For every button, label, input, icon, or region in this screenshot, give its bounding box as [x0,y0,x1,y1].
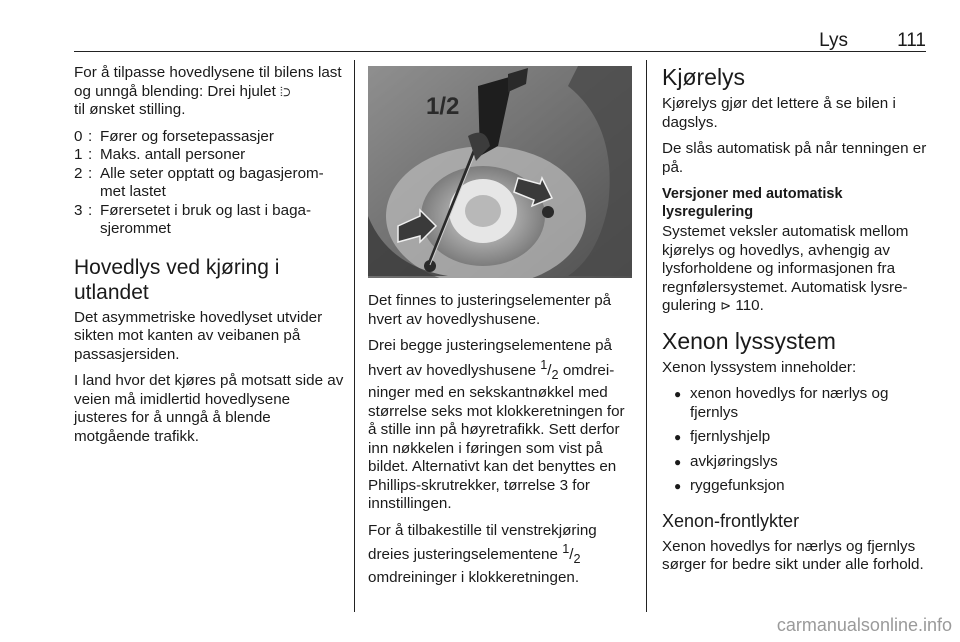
list-number: 0 [74,127,83,145]
figure-label: 1/2 [426,93,460,120]
bullet-icon: ● [674,454,682,469]
bullet-icon: ● [674,387,682,401]
paragraph [662,223,932,316]
column-1 [74,64,346,454]
list-item [662,453,932,472]
paragraph-text: Drei begge justeringselementene på hvert av hovedlyshusene [368,337,613,379]
list-number: 1 [74,146,83,163]
bullet-icon: ● [674,430,682,444]
list-item: 0 : Fører og forsetepassasjer [74,128,346,147]
subheading-auto-light: Versjoner med automatisk lysregulering [662,186,843,220]
headlight-adjustment-photo [368,66,632,278]
paragraph-text: omdreininger i klokkeretningen. [368,568,580,586]
column-3 [662,64,932,583]
intro-paragraph [74,64,346,120]
list-text: Førersetet i bruk og last i baga-sjerommet [100,201,312,237]
page-reference[interactable]: 110. [735,297,764,314]
list-text: ryggefunksjon [690,477,785,494]
heading-xenon-headlamps: Xenon-frontlykter [662,510,800,531]
list-number: 3 [74,201,83,219]
list-text: Alle seter opptatt og bagasjerom-met lastet [100,164,324,200]
range-list [74,128,346,239]
paragraph-text: For å tilbakestille til venstrekjøring dreies justeringselementene [368,521,597,564]
list-item [662,385,932,422]
section-title: Lys [819,30,848,51]
paragraph: Drei begge justeringselementene på hvert av hovedlyshusene $^1/_2$ omdrei-ninger med en sekskantnøkkel med størrelse seks mot klokkeretningen for å stille inn på høyretrafikk. Sett derfor inn nøkkelen i føringen som vist på bildet. Alternativt kan det benyttes en Phillips-skrutrekker, tørrelse 3 for innstillingen. [368,337,625,513]
page-reference-arrow-icon: ⊳ [720,298,732,313]
list-item [662,428,932,447]
xenon-feature-list [662,385,932,496]
list-text: avkjøringslys [690,452,778,470]
list-text: fjernlyshjelp [690,428,771,445]
paragraph-text: Systemet veksler automatisk mellom kjørelys og hovedlys, avhengig av lysforholdene og informasjonen fra regnfølersystemet. Automatisk lysre-gulering [662,223,909,314]
list-text: xenon hovedlys for nærlys og fjernlys [690,385,889,421]
header-rule [74,51,926,52]
fraction-denominator: 2 [573,552,581,567]
list-item: 2 : Alle seter opptatt og bagasjerom-met lastet [74,165,346,202]
page-header [74,30,926,52]
column-divider-1 [354,60,355,612]
list-item: 1 : Maks. antall personer [74,146,346,165]
heading-daytime-lights: Kjørelys [662,64,746,90]
paragraph: Xenon lyssystem inneholder: [662,358,857,376]
column-2 [368,292,632,595]
paragraph-text: omdrei-ninger med en sekskantnøkkel med størrelse seks mot klokkeretningen for å stille inn på høyretrafikk. Sett derfor inn nøkkelen i føringen som vist på bildet. Alternativt kan det benyttes en Phillips-skrutrekker, tørrelse 3 for innstillingen. [368,361,625,513]
heading-foreign-driving: Hovedlys ved kjøring i utlandet [74,255,280,304]
bullet-icon: ● [674,479,682,493]
paragraph: Det asymmetriske hovedlyset utvider sikten mot kanten av veibanen på passasjersiden. [74,308,323,363]
fraction-denominator: 2 [551,367,559,382]
paragraph: Xenon hovedlys for nærlys og fjernlys sørger for bedre sikt under alle forhold. [662,537,924,573]
paragraph: Det finnes to justeringselementer på hvert av hovedlyshusene. [368,292,612,328]
paragraph: I land hvor det kjøres på motsatt side av veien må imidlertid hovedlysene justeres for å unngå å blende motgående trafikk. [74,372,344,445]
page-number: 111 [897,30,926,51]
photo-svg [368,66,632,278]
intro-text: For å tilpasse hovedlysene til bilens last og unngå blending: Drei hjulet [74,64,342,100]
fraction-numerator: 1 [562,542,570,557]
heading-xenon-system: Xenon lyssystem [662,327,836,354]
watermark: carmanualsonline.info [776,615,952,635]
paragraph: Kjørelys gjør det lettere å se bilen i dagslys. [662,95,896,131]
list-item [662,477,932,496]
paragraph: For å tilbakestille til venstrekjøring dreies justeringselementene $^1/_2$ omdreininger i klokkeretningen. [368,521,597,586]
list-number: 2 [74,164,83,182]
intro-end-text: til ønsket stilling. [74,101,186,118]
headlight-range-icon: ⦙⊃ [280,83,291,99]
fraction-numerator: 1 [540,357,548,372]
list-text: Maks. antall personer [100,146,246,163]
column-divider-2 [646,60,647,612]
list-item: 3 : Førersetet i bruk og last i baga-sjerommet [74,202,346,239]
list-text: Fører og forsetepassasjer [100,127,274,145]
paragraph: De slås automatisk på når tenningen er på. [662,140,927,176]
